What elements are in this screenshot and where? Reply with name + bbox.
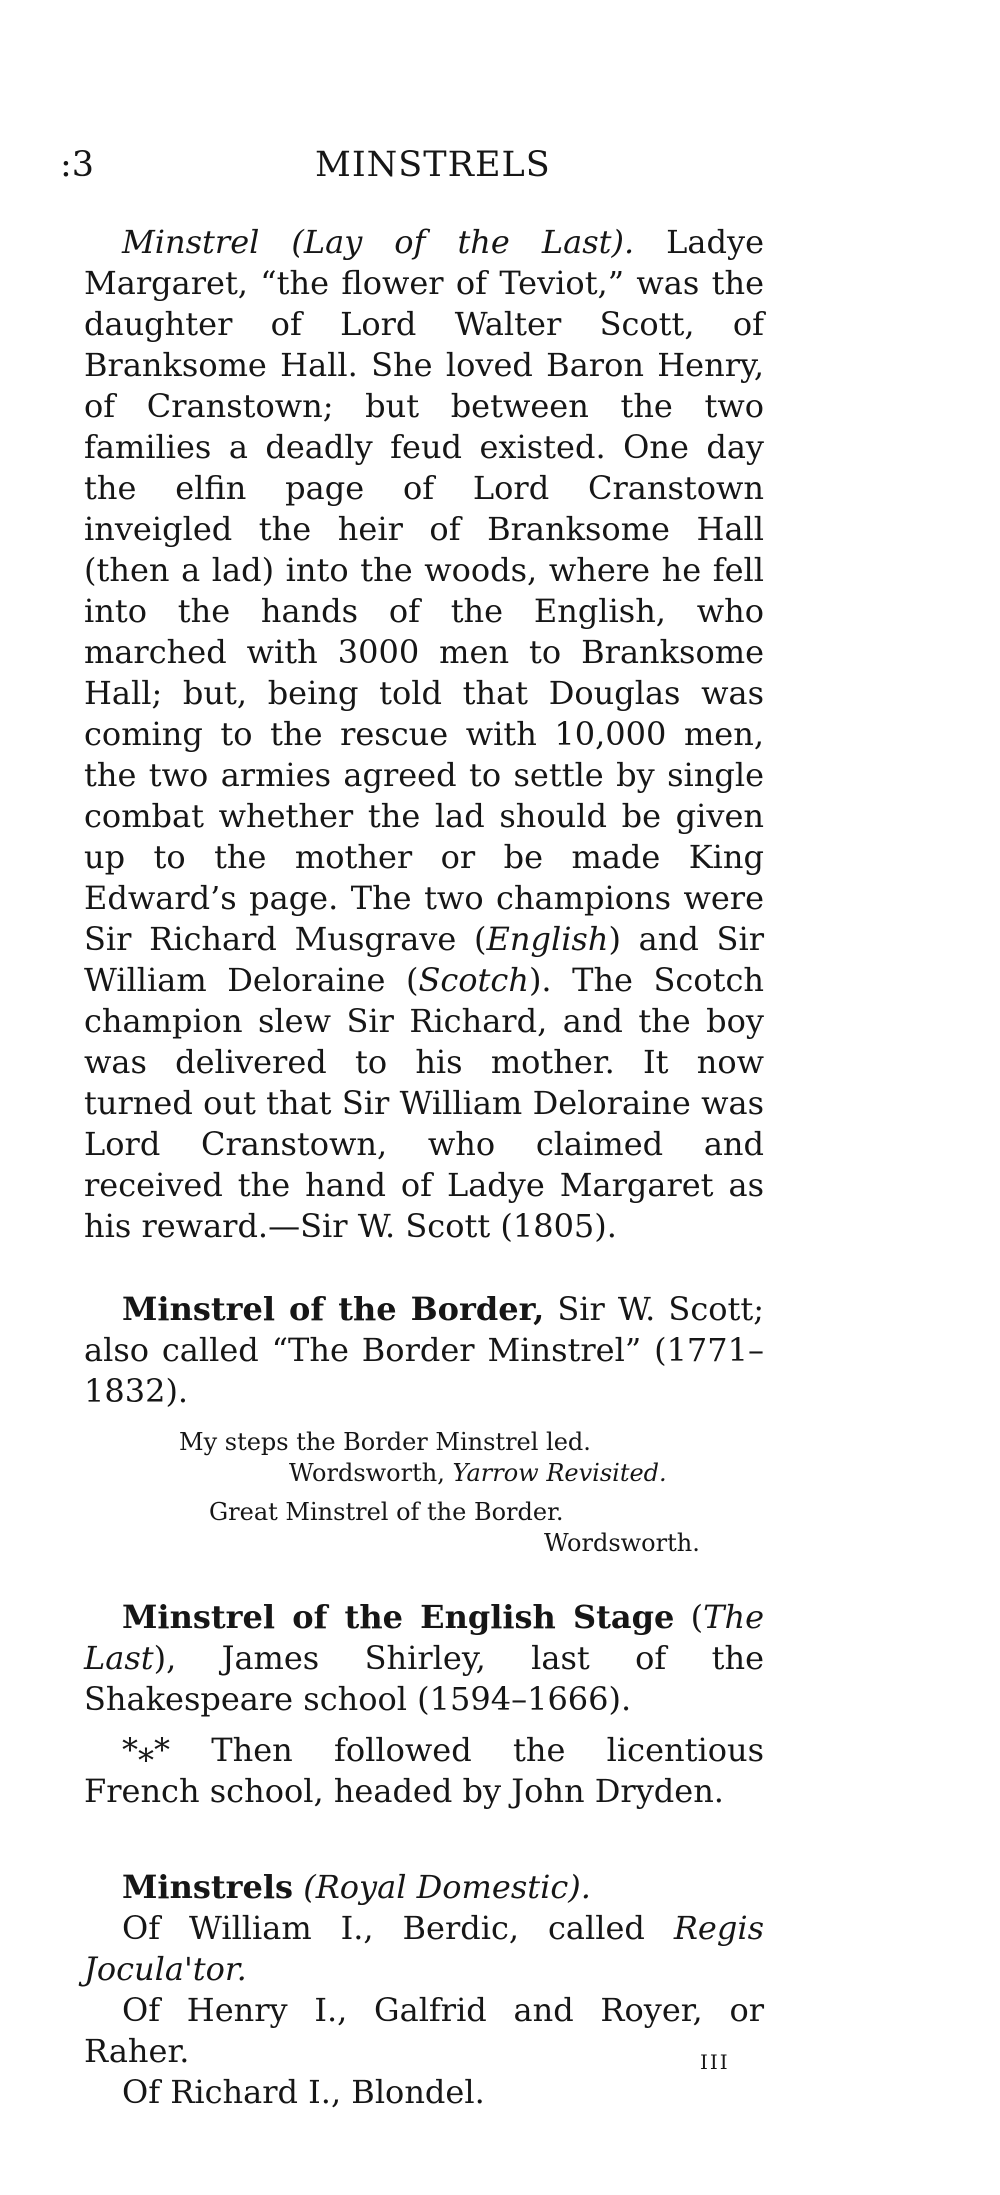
running-title: MINSTRELS <box>315 145 551 185</box>
entry-title: Minstrel <box>122 223 260 261</box>
note-text: Then followed the licentious French school, headed by John Dryden. <box>84 1731 764 1810</box>
page-content <box>84 222 764 2113</box>
entry-minstrel-of-the-english-stage <box>84 1597 764 1720</box>
note-asterism: *⁎* <box>122 1731 170 1769</box>
editorial-note <box>84 1730 764 1812</box>
quote-line: My steps the Border Minstrel led. <box>179 1428 591 1456</box>
entry-text: ), James Shirley, last of the Shakespeare school (1594–1666). <box>84 1639 764 1718</box>
entry-term-english: English <box>486 920 609 958</box>
entry-subtitle: The Last <box>84 1598 765 1677</box>
entry-term-scotch: Scotch <box>418 961 529 999</box>
entry-text: Ladye Margaret, “the flower of Teviot,” was the daughter of Lord Walter Scott, of Branksome Hall. She loved Baron Henry, of Cranstown; but between the two families a deadly feud existed. One day the elfin page of Lord Cranstown inveigled the heir of Branksome Hall (then a lad) into the woods, where he fell into the hands of the English, who marched with 3000 men to Branksome Hall; but, being told that Douglas was coming to the rescue with 10,000 men, the two armies agreed to settle by single combat whether the lad should be given up to the mother or be made King Edward’s page. The two champions were Sir Richard Musgrave ( <box>84 223 765 958</box>
entry-text: ). The Scotch champion slew Sir Richard, and the boy was delivered to his mother. It now turned out that Sir William Deloraine was Lord Cranstown, who claimed and received the hand of Ladye Margaret as his reward.—Sir W. Scott (1805). <box>84 961 764 1245</box>
entry-title: Minstrel of the English Stage <box>122 1598 675 1636</box>
quotation-yarrow-revisited <box>84 1427 764 1489</box>
page-number: :3 <box>60 145 95 185</box>
entry-minstrels-royal-domestic <box>84 1867 764 1908</box>
entry-subtitle: (Royal Domestic). <box>303 1868 591 1906</box>
list-text: Of William I., Berdic, called <box>122 1909 674 1947</box>
entry-text: Sir W. Scott; also called “The Border Minstrel” (1771–1832). <box>84 1290 764 1410</box>
page-header <box>0 145 1000 195</box>
entry-text: ( <box>674 1598 704 1636</box>
quote-line: Great Minstrel of the Border. <box>209 1498 564 1526</box>
minstrel-list-item <box>84 1908 764 1990</box>
entry-title: Minstrels <box>122 1868 294 1906</box>
entry-text: ) and Sir William Deloraine ( <box>84 920 765 999</box>
quote-attribution: Wordsworth. <box>544 1529 700 1557</box>
minstrel-list-item: Of Henry I., Galfrid and Royer, or Raher. <box>84 1991 764 2070</box>
entry-minstrel-of-the-border <box>84 1289 764 1412</box>
minstrel-list-item: Of Richard I., Blondel. <box>122 2073 485 2111</box>
list-term: Regis Jocula'tor. <box>84 1909 764 1988</box>
quote-attribution <box>84 1458 764 1489</box>
folio-mark: III <box>700 2050 730 2074</box>
entry-subtitle: (Lay of the Last). <box>291 223 635 261</box>
entry-lay-of-the-last-minstrel <box>84 222 764 1247</box>
quotation-great-minstrel <box>84 1497 764 1559</box>
quote-work: Yarrow Revisited. <box>452 1459 667 1487</box>
quote-author: Wordsworth, <box>289 1459 453 1487</box>
entry-title: Minstrel of the Border, <box>122 1290 545 1328</box>
